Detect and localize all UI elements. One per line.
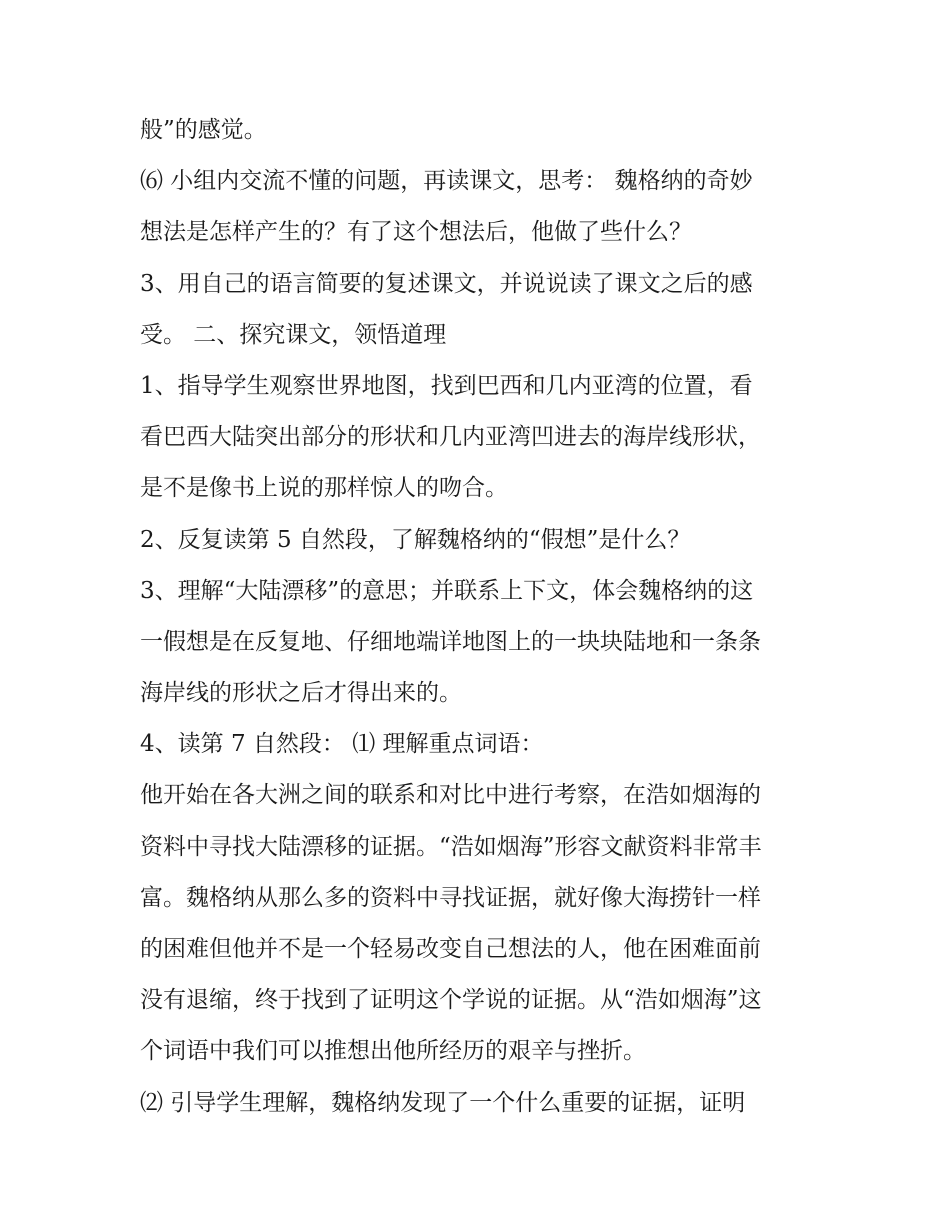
document-body (140, 105, 820, 1129)
text-line: 2、反复读第 5 自然段，了解魏格纳的“假想”是什么？ (140, 526, 691, 553)
text-line: 想法是怎样产生的？有了这个想法后，他做了些什么？ (140, 219, 692, 246)
text-line: 3、用自己的语言简要的复述课文，并说说读了课文之后的感 (140, 270, 753, 297)
text-line: 1、指导学生观察世界地图，找到巴西和几内亚湾的位置，看 (140, 372, 753, 399)
text-line: 海岸线的形状之后才得出来的。 (140, 680, 462, 707)
text-line: 3、理解“大陆漂移”的意思；并联系上下文，体会魏格纳的这 (140, 577, 754, 604)
text-line: 的困难但他并不是一个轻易改变自己想法的人，他在困难面前 (140, 936, 761, 962)
text-line: 资料中寻找大陆漂移的证据。“浩如烟海”形容文献资料非常丰 (140, 833, 762, 860)
text-line: 般”的感觉。 (140, 117, 267, 143)
text-line: ⑵ 引导学生理解，魏格纳发现了一个什么重要的证据，证明 (140, 1089, 746, 1116)
text-line: ⑹ 小组内交流不懂的问题，再读课文，思考： 魏格纳的奇妙 (140, 168, 753, 195)
text-line: 一假想是在反复地、仔细地端详地图上的一块块陆地和一条条 (140, 628, 761, 655)
text-line: 受。 二、探究课文，领悟道理 (140, 321, 447, 348)
text-line: 4、读第 7 自然段： ⑴ 理解重点词语： (140, 731, 544, 758)
text-line: 看巴西大陆突出部分的形状和几内亚湾凹进去的海岸线形状， (140, 424, 761, 451)
text-line: 富。魏格纳从那么多的资料中寻找证据，就好像大海捞针一样 (140, 884, 761, 911)
text-line: 没有退缩，终于找到了证明这个学说的证据。从“浩如烟海”这 (140, 987, 762, 1014)
text-line: 是不是像书上说的那样惊人的吻合。 (140, 475, 508, 502)
text-line: 个词语中我们可以推想出他所经历的艰辛与挫折。 (140, 1038, 646, 1065)
text-line: 他开始在各大洲之间的联系和对比中进行考察，在浩如烟海的 (140, 782, 761, 809)
